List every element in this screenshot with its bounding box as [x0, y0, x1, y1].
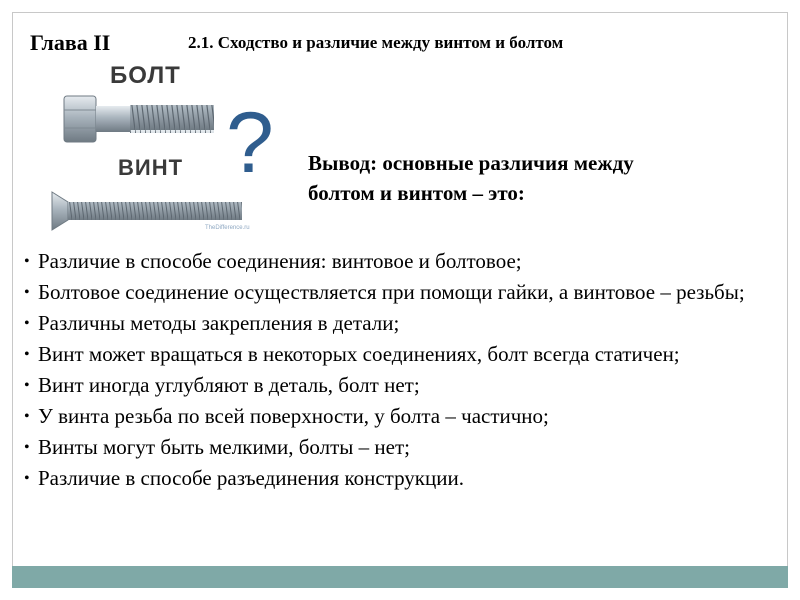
bullet-icon: • [24, 346, 30, 363]
list-item: • Винты могут быть мелкими, болты – нет; [24, 432, 764, 463]
list-item: • Различие в способе соединения: винтовое и болтовое; [24, 246, 764, 277]
conclusion-line-1: Вывод: основные различия между [308, 151, 634, 175]
question-mark-icon: ? [226, 95, 274, 191]
list-item: • Винт может вращаться в некоторых соединениях, болт всегда статичен; [24, 339, 764, 370]
bottom-bar [12, 566, 788, 588]
list-item: • Винт иногда углубляют в деталь, болт нет; [24, 370, 764, 401]
bolt-label: БОЛТ [110, 62, 181, 89]
conclusion-heading [308, 148, 738, 209]
bolt-thread [130, 105, 214, 133]
bullet-icon: • [24, 408, 30, 425]
watermark: TheDifference.ru [205, 225, 250, 231]
bolt-shank [96, 106, 130, 132]
conclusion-line-2: болтом и винтом – это: [308, 181, 525, 206]
bolt-image [60, 90, 220, 150]
bullet-icon: • [24, 439, 30, 456]
list-item: • У винта резьба по всей поверхности, у болта – частично; [24, 401, 764, 432]
list-item: • Различны методы закрепления в детали; [24, 308, 764, 339]
bullet-icon: • [24, 470, 30, 487]
section-title: 2.1. Сходство и различие между винтом и болтом [188, 33, 564, 52]
list-item: • Болтовое соединение осуществляется при помощи гайки, а винтовое – резьбы; [24, 277, 764, 308]
differences-list [24, 246, 764, 494]
bullet-icon: • [24, 377, 30, 394]
bullet-icon: • [24, 315, 30, 332]
bullet-icon: • [24, 253, 30, 270]
chapter-title: Глава II [30, 30, 111, 55]
screw-thread [68, 202, 242, 220]
bolt-head [64, 96, 96, 142]
list-item: • Различие в способе разъединения конструкции. [24, 463, 764, 494]
screw-head [52, 192, 68, 230]
screw-label: ВИНТ [118, 155, 184, 180]
bullet-icon: • [24, 284, 30, 301]
